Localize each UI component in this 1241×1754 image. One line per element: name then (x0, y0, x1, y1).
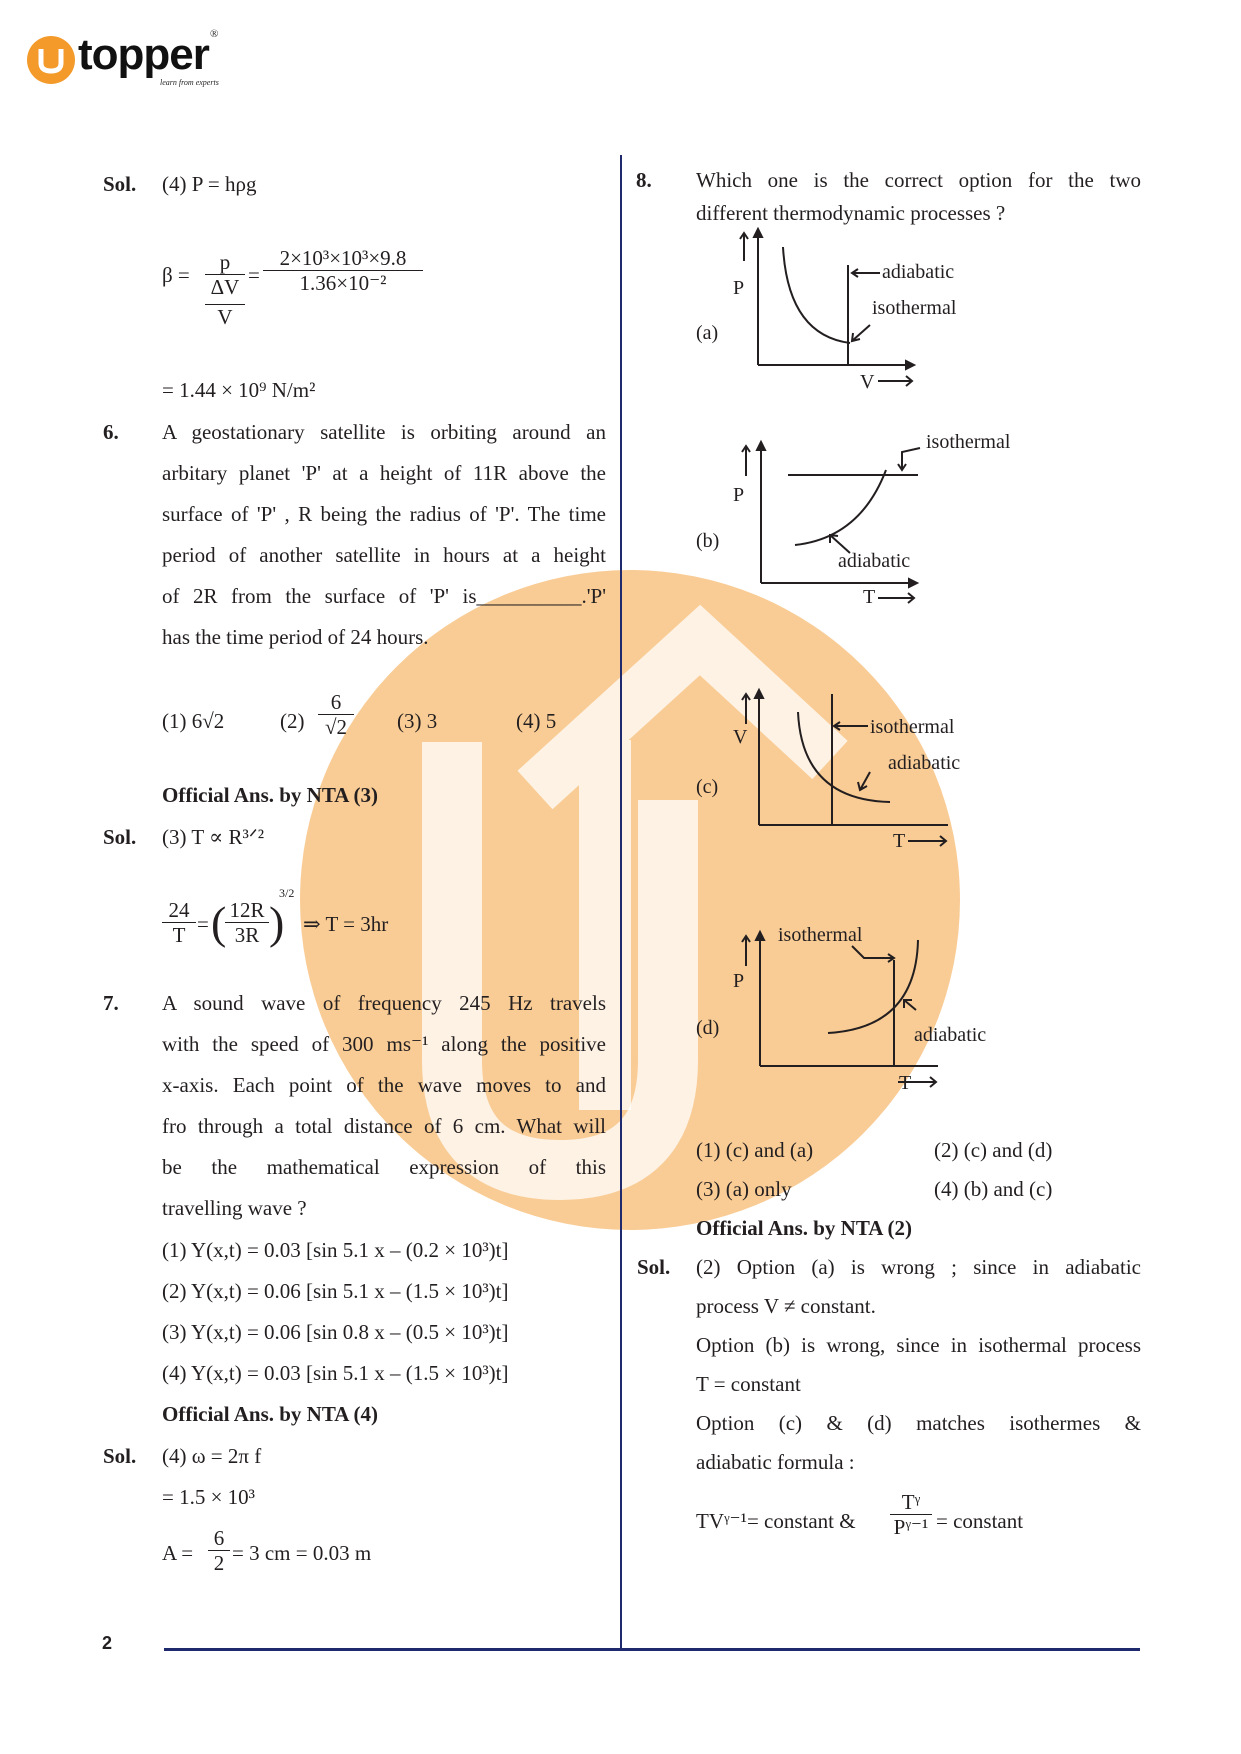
frac-denominator: 3R (225, 922, 269, 947)
logo-badge-icon (26, 35, 76, 85)
q7-option-1: (1) Y(x,t) = 0.03 [sin 5.1 x – (0.2 × 10³)t] (162, 1238, 509, 1262)
graph-d (680, 920, 970, 1100)
q6-option-1: (1) 6√2 (162, 709, 225, 733)
q6-option-2: (2) (280, 709, 305, 733)
q7-official-answer: Official Ans. by NTA (4) (162, 1402, 379, 1426)
graph-b-curve (795, 470, 886, 545)
graph-c-x-arrow (908, 836, 946, 846)
sol5-frac-value (263, 246, 423, 295)
frac-denominator: Pᵞ⁻¹ (890, 1514, 932, 1539)
frac-numerator: p (219, 250, 231, 274)
q6-eq-exponent: 3/2 (279, 886, 295, 900)
graph-a-y-axis-label: P (733, 277, 745, 299)
q8-option-2: (2) (c) and (d) (934, 1138, 1053, 1162)
q8-sol-line: Option (b) is wrong, since in isothermal process (696, 1333, 1141, 1357)
graph-a-label: (a) (696, 322, 719, 344)
q7-line: be the mathematical expression of this (162, 1155, 606, 1179)
q8-sol-line: T = constant (696, 1372, 801, 1396)
q7-amp-frac (208, 1526, 230, 1575)
q8-sol-line: Option (c) & (d) matches isothermes & (696, 1411, 1141, 1435)
graph-a-x-axis-label: V (860, 371, 875, 393)
q8-line: Which one is the correct option for the two (696, 168, 1141, 192)
graph-c-curve2-label: adiabatic (888, 752, 961, 774)
graph-d-y-arrow (742, 936, 750, 966)
q6-option-4: (4) 5 (516, 709, 557, 733)
logo-tagline: learn from experts (160, 78, 219, 87)
q6-line: period of another satellite in hours at a height (162, 543, 606, 567)
q7-option-4: (4) Y(x,t) = 0.03 [sin 5.1 x – (1.5 × 10³)t] (162, 1361, 509, 1385)
graph-c-label: (c) (696, 776, 719, 798)
q6-eq-result: ⇒ T = 3hr (303, 912, 389, 936)
q8-number: 8. (636, 168, 652, 192)
q6-sol-line: (3) T ∝ R³ᐟ² (162, 825, 265, 849)
q8-option-4: (4) (b) and (c) (934, 1177, 1053, 1201)
graph-b-x-axis-label: T (863, 586, 876, 608)
graph-b-x-arrow (878, 593, 914, 603)
q7-sol-label: Sol. (103, 1444, 137, 1468)
q7-sol-line: (4) ω = 2π f (162, 1444, 262, 1468)
graph-c-curve1-label: isothermal (870, 716, 955, 738)
frac-numerator: 12R (229, 898, 265, 922)
logo-registered-mark: ® (210, 28, 219, 40)
graph-b-y-arrow (742, 446, 750, 476)
q6-option-2-frac (318, 690, 354, 739)
graph-d-arrow-isothermal (852, 946, 894, 962)
logo-wordmark: topper (78, 30, 209, 79)
graph-b-curve1-label: isothermal (926, 431, 1011, 453)
graph-d-label: (d) (696, 1017, 720, 1039)
q6-number: 6. (103, 420, 119, 444)
q6-line: surface of 'P' , R being the radius of 'P'. The time (162, 502, 606, 526)
q7-line: fro through a total distance of 6 cm. What will (162, 1114, 606, 1138)
graph-b-arrow-isothermal (898, 448, 920, 470)
q8-sol-line: (2) Option (a) is wrong ; since in adiabatic (696, 1255, 1141, 1279)
q6-eq-equals: = (197, 912, 209, 936)
graph-b-label: (b) (696, 530, 720, 552)
q7-line: x-axis. Each point of the wave moves to and (162, 1073, 606, 1097)
frac-numerator: 24 (168, 898, 190, 922)
graph-a-arrow-adiabatic (852, 269, 880, 277)
q7-option-3: (3) Y(x,t) = 0.06 [sin 0.8 x – (0.5 × 10³)t] (162, 1320, 509, 1344)
q8-sol-line: adiabatic formula : (696, 1450, 855, 1474)
frac-denominator: ΔV (205, 274, 245, 299)
q8-option-1: (1) (c) and (a) (696, 1138, 814, 1162)
frac-denominator: T (162, 922, 196, 947)
q6-eq-paren-close: ) (269, 897, 285, 948)
q6-line: A geostationary satellite is orbiting around an (162, 420, 606, 444)
q7-option-2: (2) Y(x,t) = 0.06 [sin 5.1 x – (1.5 × 10³)t] (162, 1279, 509, 1303)
q8-sol-line: process V ≠ constant. (696, 1294, 876, 1318)
graph-c-arrow-isothermal (834, 722, 868, 730)
page-number: 2 (102, 1633, 113, 1653)
graph-b-curve2-label: adiabatic (838, 550, 911, 572)
graph-c-arrow-adiabatic (858, 772, 870, 790)
q8-line: different thermodynamic processes ? (696, 201, 1006, 225)
frac-numerator: 6 (213, 1526, 225, 1550)
q8-formula-lhs: TVᵞ⁻¹= constant & (696, 1509, 856, 1533)
frac-numerator: 2×10³×10³×9.8 (279, 246, 407, 270)
q8-formula-rhs: = constant (936, 1509, 1024, 1533)
frac-denominator: 2 (208, 1550, 230, 1575)
graph-a-y-arrow (740, 233, 748, 261)
column-divider (620, 155, 622, 1650)
q6-eq-rhs (225, 898, 269, 947)
graph-d-curve1-label: isothermal (778, 924, 863, 946)
graph-a-arrow-isothermal (852, 325, 870, 341)
q6-sol-label: Sol. (103, 825, 137, 849)
graph-d-curve2-label: adiabatic (914, 1024, 987, 1046)
q8-sol-label: Sol. (637, 1255, 671, 1279)
q7-line: with the speed of 300 ms⁻¹ along the positive (162, 1032, 606, 1056)
q8-official-answer: Official Ans. by NTA (2) (696, 1216, 913, 1240)
graph-b-y-axis-label: P (733, 484, 745, 506)
q7-number: 7. (103, 991, 119, 1015)
sol5-line1: (4) P = hρg (162, 172, 257, 196)
graph-d-curve (828, 940, 918, 1033)
footer-rule (164, 1648, 1140, 1651)
sol5-label: Sol. (103, 172, 137, 196)
q7-amp-rhs: = 3 cm = 0.03 m (232, 1541, 372, 1565)
graph-a-curve1-label: adiabatic (882, 261, 955, 283)
sol5-equals: = (248, 263, 260, 287)
q6-line: of 2R from the surface of 'P' is__________.'P' (162, 584, 606, 608)
graph-d-arrow-adiabatic (904, 1000, 916, 1010)
graph-c-y-axis-label: V (733, 726, 748, 748)
q7-amp-lhs: A = (162, 1541, 194, 1565)
frac-denominator: 1.36×10⁻² (263, 270, 423, 295)
q6-official-answer: Official Ans. by NTA (3) (162, 783, 379, 807)
graph-d-y-axis-label: P (733, 970, 745, 992)
frac-denominator: √2 (318, 714, 354, 739)
sol5-result: = 1.44 × 10⁹ N/m² (162, 378, 316, 402)
q8-formula-frac (890, 1490, 932, 1539)
brand-logo (26, 30, 226, 90)
frac-numerator: 6 (330, 690, 342, 714)
graph-a-curve (783, 247, 850, 343)
graph-a-curve2-label: isothermal (872, 297, 957, 319)
frac-denominator-2: V (205, 304, 245, 329)
frac-numerator: Tᵞ (901, 1490, 921, 1514)
q6-eq-lhs (162, 898, 196, 947)
q6-eq-paren-open: ( (211, 897, 227, 948)
q7-line: travelling wave ? (162, 1196, 307, 1220)
q7-sol-line: = 1.5 × 10³ (162, 1485, 255, 1509)
graph-a-x-arrow (878, 376, 912, 386)
sol5-frac-p (205, 250, 245, 329)
q8-option-3: (3) (a) only (696, 1177, 792, 1201)
graph-d-x-axis-label: T (899, 1072, 912, 1094)
q6-option-3: (3) 3 (397, 709, 438, 733)
graph-c-x-axis-label: T (893, 830, 906, 852)
graph-b (680, 430, 960, 610)
graph-c-y-arrow (742, 694, 750, 724)
q6-line: has the time period of 24 hours. (162, 625, 429, 649)
q7-line: A sound wave of frequency 245 Hz travels (162, 991, 606, 1015)
q6-line: arbitary planet 'P' at a height of 11R above the (162, 461, 606, 485)
sol5-beta: β = (162, 263, 190, 287)
